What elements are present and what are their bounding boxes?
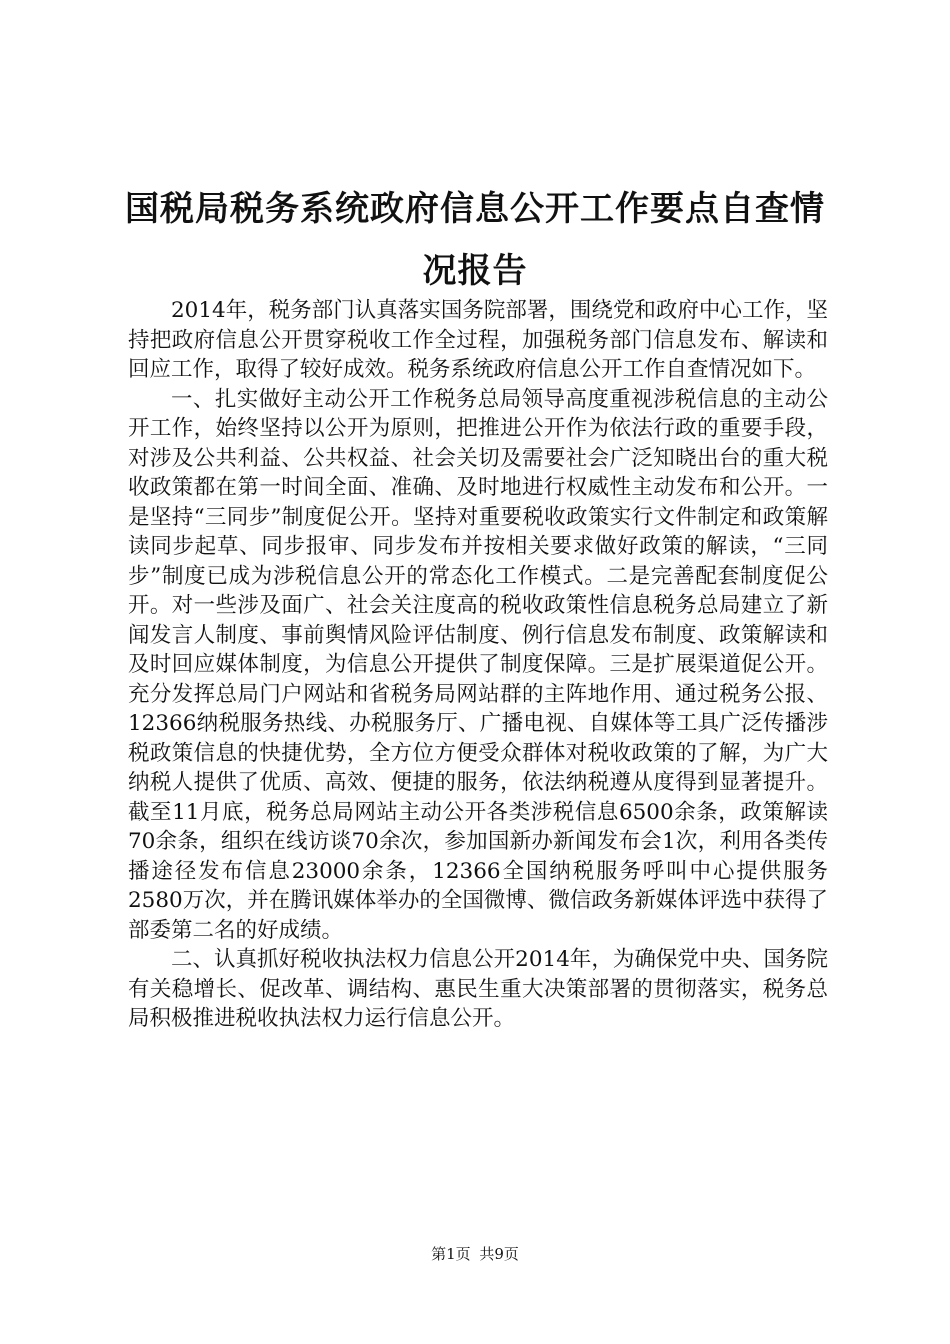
page-number: 第1页 <box>431 1245 471 1263</box>
document-body <box>128 296 828 1034</box>
paragraph-section-one: 一、扎实做好主动公开工作税务总局领导高度重视涉税信息的主动公开工作，始终坚持以公开为原则，把推进公开作为依法行政的重要手段，对涉及公共利益、公共权益、社会关切及需要社会广泛知晓出台的重大税收政策都在第一时间全面、准确、及时地进行权威性主动发布和公开。一是坚持“三同步”制度促公开。坚持对重要税收政策实行文件制定和政策解读同步起草、同步报审、同步发布并按相关要求做好政策的解读，“三同步”制度已成为涉税信息公开的常态化工作模式。二是完善配套制度促公开。对一些涉及面广、社会关注度高的税收政策性信息税务总局建立了新闻发言人制度、事前舆情风险评估制度、例行信息发布制度、政策解读和及时回应媒体制度，为信息公开提供了制度保障。三是扩展渠道促公开。充分发挥总局门户网站和省税务局网站群的主阵地作用、通过税务公报、12366纳税服务热线、办税服务厅、广播电视、自媒体等工具广泛传播涉税政策信息的快捷优势，全方位方便受众群体对税收政策的了解，为广大纳税人提供了优质、高效、便捷的服务，依法纳税遵从度得到显著提升。截至11月底，税务总局网站主动公开各类涉税信息6500余条，政策解读70余条，组织在线访谈70余次，参加国新办新闻发布会1次，利用各类传播途径发布信息23000余条，12366全国纳税服务呼叫中心提供服务2580万次，并在腾讯媒体举办的全国微博、微信政务新媒体评选中获得了部委第二名的好成绩。 <box>128 386 828 943</box>
paragraph-intro: 2014年，税务部门认真落实国务院部署，围绕党和政府中心工作，坚持把政府信息公开贯穿税收工作全过程，加强税务部门信息发布、解读和回应工作，取得了较好成效。税务系统政府信息公开工作自查情况如下。 <box>128 298 828 382</box>
paragraph-section-two: 二、认真抓好税收执法权力信息公开2014年，为确保党中央、国务院有关稳增长、促改革、调结构、惠民生重大决策部署的贯彻落实，税务总局积极推进税收执法权力运行信息公开。 <box>128 947 828 1031</box>
document-title: 国税局税务系统政府信息公开工作要点自查情况报告 <box>125 189 825 291</box>
page-footer <box>0 1244 950 1264</box>
page-total: 共9页 <box>479 1245 519 1263</box>
